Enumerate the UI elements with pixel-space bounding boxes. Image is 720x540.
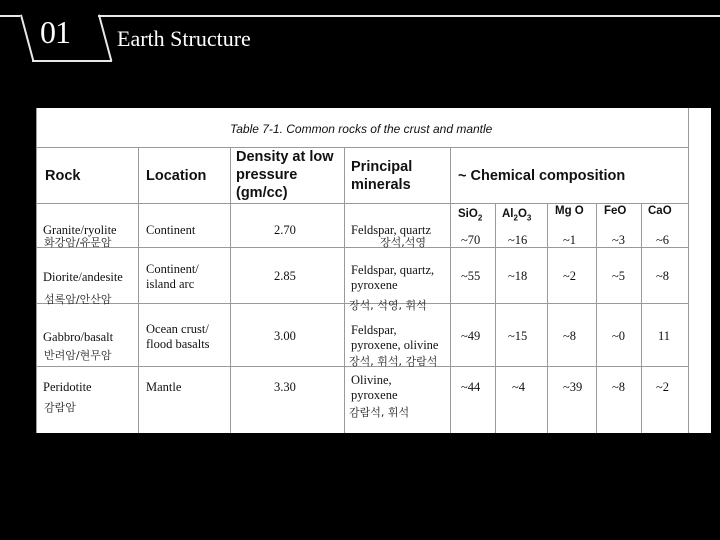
rule-col-mg	[547, 203, 548, 433]
table-row-4-rock: Peridotite	[43, 380, 92, 394]
header-slash-left	[20, 14, 34, 61]
table-row-1-minerals: Feldspar, quartz	[351, 223, 432, 237]
table-row-3-mgo: ~8	[563, 329, 577, 343]
table-row-1-rock-kr: 화강암/유문암	[44, 236, 112, 249]
table-row-4-minerals-kr: 감람석, 휘석	[349, 406, 410, 419]
table-row-1-feo: ~3	[612, 233, 626, 247]
table-row-4-al2o3: ~4	[512, 380, 526, 394]
table-row-1-rock: Granite/ryolite	[43, 223, 117, 237]
table-row-3-minerals-2: pyroxene, olivine	[351, 338, 439, 352]
table-row-3-sio2: ~49	[461, 329, 481, 343]
table-row-2-location-1: Continent/	[146, 262, 199, 276]
table-row-1-density: 2.70	[274, 223, 296, 237]
rule-caption-bottom	[36, 147, 689, 148]
header-slash-right	[98, 14, 112, 61]
header-minerals-1: Principal	[351, 159, 413, 175]
oxide-al2o3-base: Al	[502, 208, 514, 220]
table-row-2-location-2: island arc	[146, 277, 195, 291]
rule-col-ca	[641, 203, 642, 433]
table-row-2-al2o3: ~18	[508, 269, 528, 283]
table-row-2-density: 2.85	[274, 269, 296, 283]
oxide-sio2-sub: 2	[477, 213, 483, 223]
table-row-3-al2o3: ~15	[508, 329, 528, 343]
rule-col-density	[230, 147, 231, 433]
oxide-al2o3-sub2: 3	[526, 213, 532, 223]
oxide-mgo: Mg O	[555, 205, 584, 217]
table-row-3-location-1: Ocean crust/	[146, 322, 209, 336]
header-density-3: (gm/cc)	[236, 185, 288, 201]
table-row-1-sio2: ~70	[461, 233, 481, 247]
table-caption: Table 7-1. Common rocks of the crust and mantle	[230, 122, 493, 136]
slide-title: Earth Structure	[117, 26, 251, 51]
rock-table-image	[36, 108, 711, 433]
table-row-2-feo: ~5	[612, 269, 626, 283]
oxide-al2o3-sub: 2	[513, 213, 518, 223]
header-density-1: Density at low	[236, 149, 334, 165]
oxide-al2o3	[502, 208, 531, 222]
rule-col-location	[138, 147, 139, 433]
table-row-3-rock-kr: 반려암/현무암	[44, 349, 112, 362]
table-row-2-rock-kr: 섬록암/안산암	[44, 293, 112, 306]
oxide-feo: FeO	[604, 205, 627, 217]
table-row-2-minerals-2: pyroxene	[351, 278, 398, 292]
rule-header-bottom	[36, 203, 689, 204]
table-row-2-mgo: ~2	[563, 269, 577, 283]
table-row-4-mgo: ~39	[563, 380, 583, 394]
table-row-2-cao: ~8	[656, 269, 670, 283]
rule-row-1	[36, 247, 689, 248]
table-row-3-rock: Gabbro/basalt	[43, 330, 114, 344]
table-row-4-rock-kr: 감람암	[44, 401, 76, 414]
table-row-3-minerals-kr: 장석, 휘석, 감람석	[349, 355, 438, 368]
table-row-1-minerals-kr: 장석,석영	[380, 236, 427, 249]
table-row-2-sio2: ~55	[461, 269, 481, 283]
table-row-2-minerals-1: Feldspar, quartz,	[351, 263, 435, 277]
table-row-4-minerals-1: Olivine,	[351, 373, 392, 387]
rule-right	[688, 108, 689, 433]
header-minerals-2: minerals	[351, 177, 411, 193]
table-row-3-feo: ~0	[612, 329, 626, 343]
table-row-1-location: Continent	[146, 223, 196, 237]
table-row-3-density: 3.00	[274, 329, 296, 343]
rule-col-minerals	[344, 147, 345, 433]
oxide-al2o3-tail: O	[517, 208, 527, 220]
rule-left	[36, 108, 37, 433]
table-row-3-cao: 11	[658, 329, 671, 343]
rule-col-fe	[596, 203, 597, 433]
slide-number: 01	[40, 14, 70, 50]
header-location: Location	[146, 168, 207, 184]
table-row-4-feo: ~8	[612, 380, 626, 394]
table-row-1-mgo: ~1	[563, 233, 577, 247]
table-row-3-minerals-1: Feldspar,	[351, 323, 397, 337]
table-row-1-cao: ~6	[656, 233, 670, 247]
table-row-4-minerals-2: pyroxene	[351, 388, 398, 402]
header-rule-bottom	[32, 60, 112, 62]
table-row-1-al2o3: ~16	[508, 233, 528, 247]
header-rule-left	[0, 15, 20, 17]
table-row-4-location: Mantle	[146, 380, 182, 394]
header-density-2: pressure	[236, 167, 298, 183]
oxide-sio2	[458, 208, 482, 222]
header-rule-top	[98, 15, 720, 17]
header-chemical: ~ Chemical composition	[458, 168, 626, 184]
table-row-2-rock: Diorite/andesite	[43, 270, 123, 284]
table-row-3-location-2: flood basalts	[146, 337, 210, 351]
oxide-cao: CaO	[648, 205, 672, 217]
header-rock: Rock	[45, 168, 81, 184]
table-row-2-minerals-kr: 장석, 석영, 휘석	[349, 299, 427, 312]
table-row-4-density: 3.30	[274, 380, 296, 394]
rule-col-chem	[450, 147, 451, 433]
table-row-4-cao: ~2	[656, 380, 670, 394]
table-row-4-sio2: ~44	[461, 380, 481, 394]
oxide-sio2-base: SiO	[458, 208, 478, 220]
rule-col-al	[495, 203, 496, 433]
